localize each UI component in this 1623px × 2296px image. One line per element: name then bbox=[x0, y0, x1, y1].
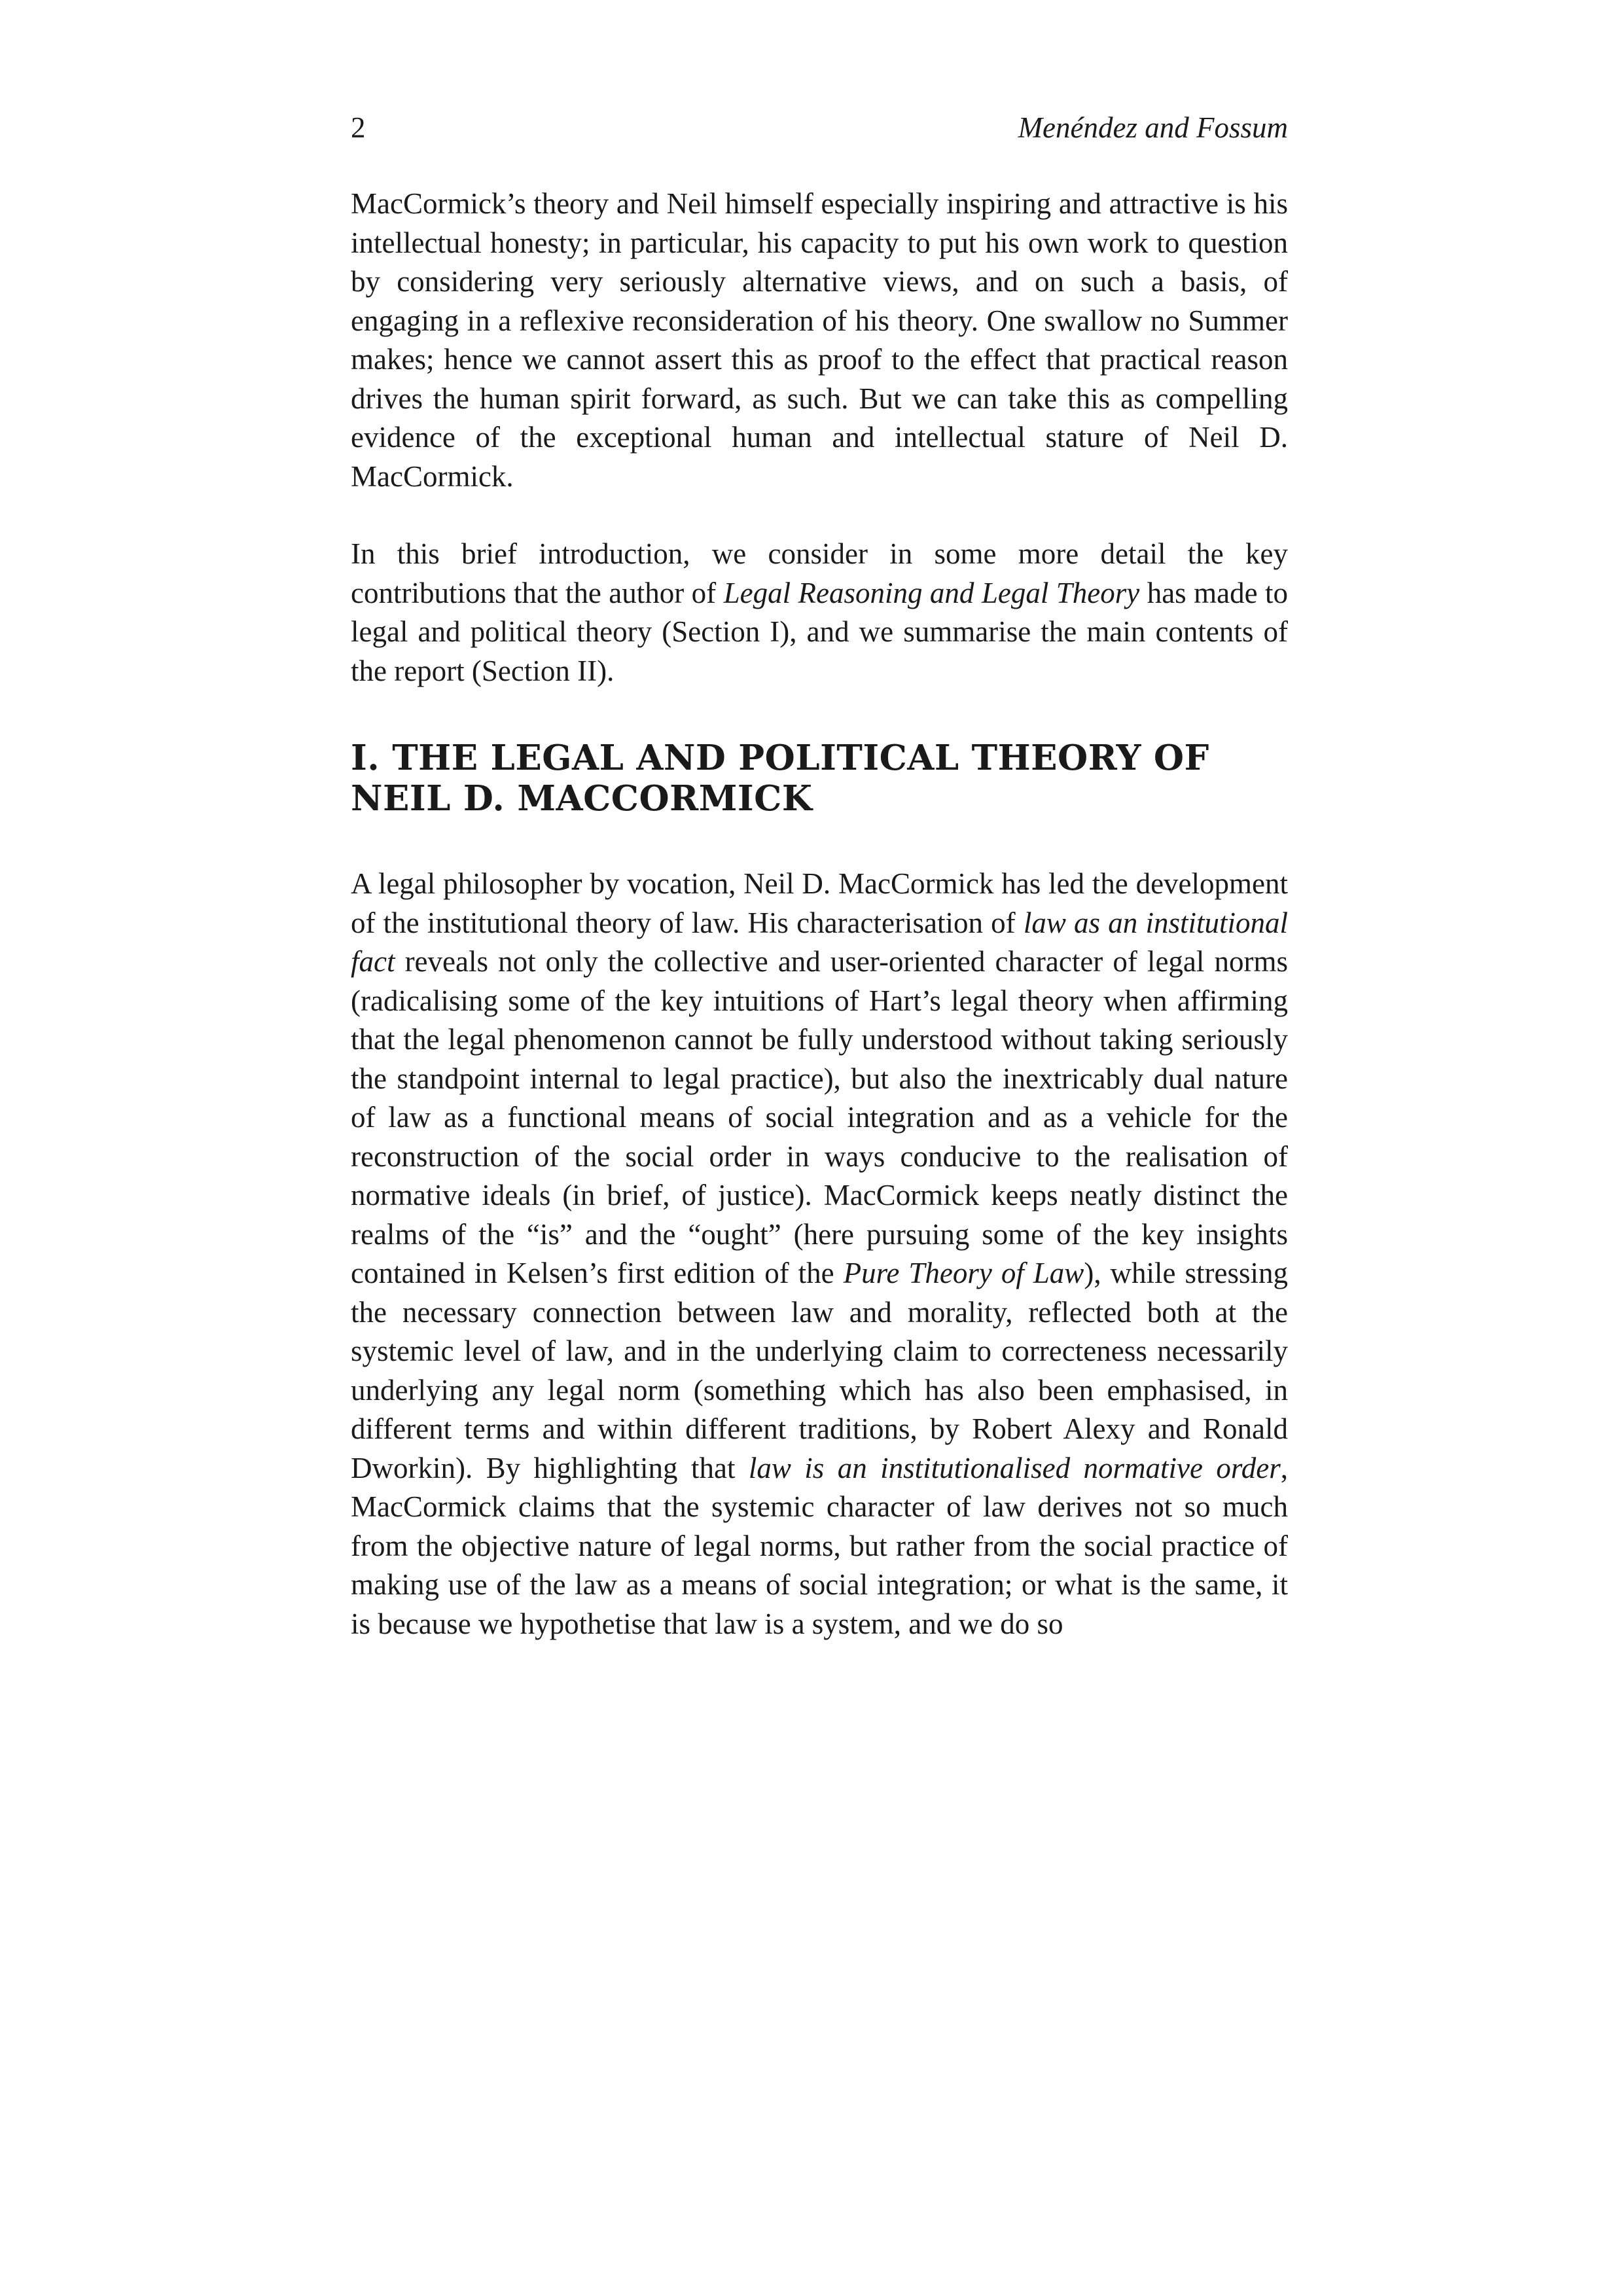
paragraph-text: A legal philosopher by vocation, Neil D. MacCormick has led the development of the institutional theory of law. His characterisation of bbox=[351, 867, 1288, 939]
emphasis-law-as-institutional-fact: law as an institutional fact bbox=[351, 906, 1288, 978]
paragraph-text: has made to legal and political theory (Section I), and we summarise the main contents of the report (Section II). bbox=[351, 576, 1289, 687]
paragraph-text: In this brief introduction, we consider in some more detail the key contributions that the author of bbox=[351, 537, 1288, 609]
paragraph-institutional-theory bbox=[351, 865, 1288, 1643]
page-number: 2 bbox=[351, 111, 366, 144]
paragraph-text: ), while stressing the necessary connection between law and morality, reflected both at the systemic level of law, and in the underlying claim to correcteness necessarily underlying any legal norm (something which has also been emphasised, in different terms and within different traditions, by Robert Alexy and Ronald Dworkin). By highlighting that bbox=[351, 1257, 1288, 1484]
paragraph-introduction-overview bbox=[351, 535, 1288, 691]
running-title: Menéndez and Fossum bbox=[1018, 111, 1288, 144]
book-title-pure-theory-of-law: Pure Theory of Law bbox=[843, 1257, 1084, 1289]
paragraph-intro-continuation: MacCormick’s theory and Neil himself especially inspiring and attractive is his intellectual honesty; in particular, his capacity to put his own work to question by considering very seriously alternative views, and on such a basis, of engaging in a reflexive reconsideration of his theory. One swallow no Summer makes; hence we cannot assert this as proof to the effect that practical reason drives the human spirit forward, as such. But we can take this as compelling evidence of the exceptional human and intellectual stature of Neil D. MacCormick. bbox=[351, 187, 1288, 493]
book-title: Legal Reasoning and Legal Theory bbox=[723, 576, 1140, 609]
running-head bbox=[351, 105, 1288, 151]
section-heading-line-2: NEIL D. MACCORMICK bbox=[351, 778, 813, 819]
section-heading bbox=[351, 738, 1288, 819]
section-heading-line-1: I. THE LEGAL AND POLITICAL THEORY OF bbox=[351, 738, 1209, 778]
paragraph-text: reveals not only the collective and user-oriented character of legal norms (radicalising some of the key intuitions of Hart’s legal theory when affirming that the legal phenomenon cannot be fully understood without taking seriously the standpoint internal to legal practice), but also the inextricably dual nature of law as a functional means of social integration and as a vehicle for the reconstruction of the social order in ways conducive to the realisation of normative ideals (in brief, of justice). MacCormick keeps neatly distinct the realms of the “is” and the “ought” (here pursuing some of the key insights contained in Kelsen’s first edition of the bbox=[351, 945, 1288, 1289]
paragraph-text: , MacCormick claims that the systemic character of law derives not so much from the objective nature of legal norms, but rather from the social practice of making use of the law as a means of social integration; or what is the same, it is because we hypothetise that law is a system, and we do so bbox=[351, 1451, 1288, 1640]
emphasis-institutionalised-normative-order: law is an institutionalised normative order bbox=[748, 1451, 1281, 1484]
body-text bbox=[351, 185, 1288, 1643]
